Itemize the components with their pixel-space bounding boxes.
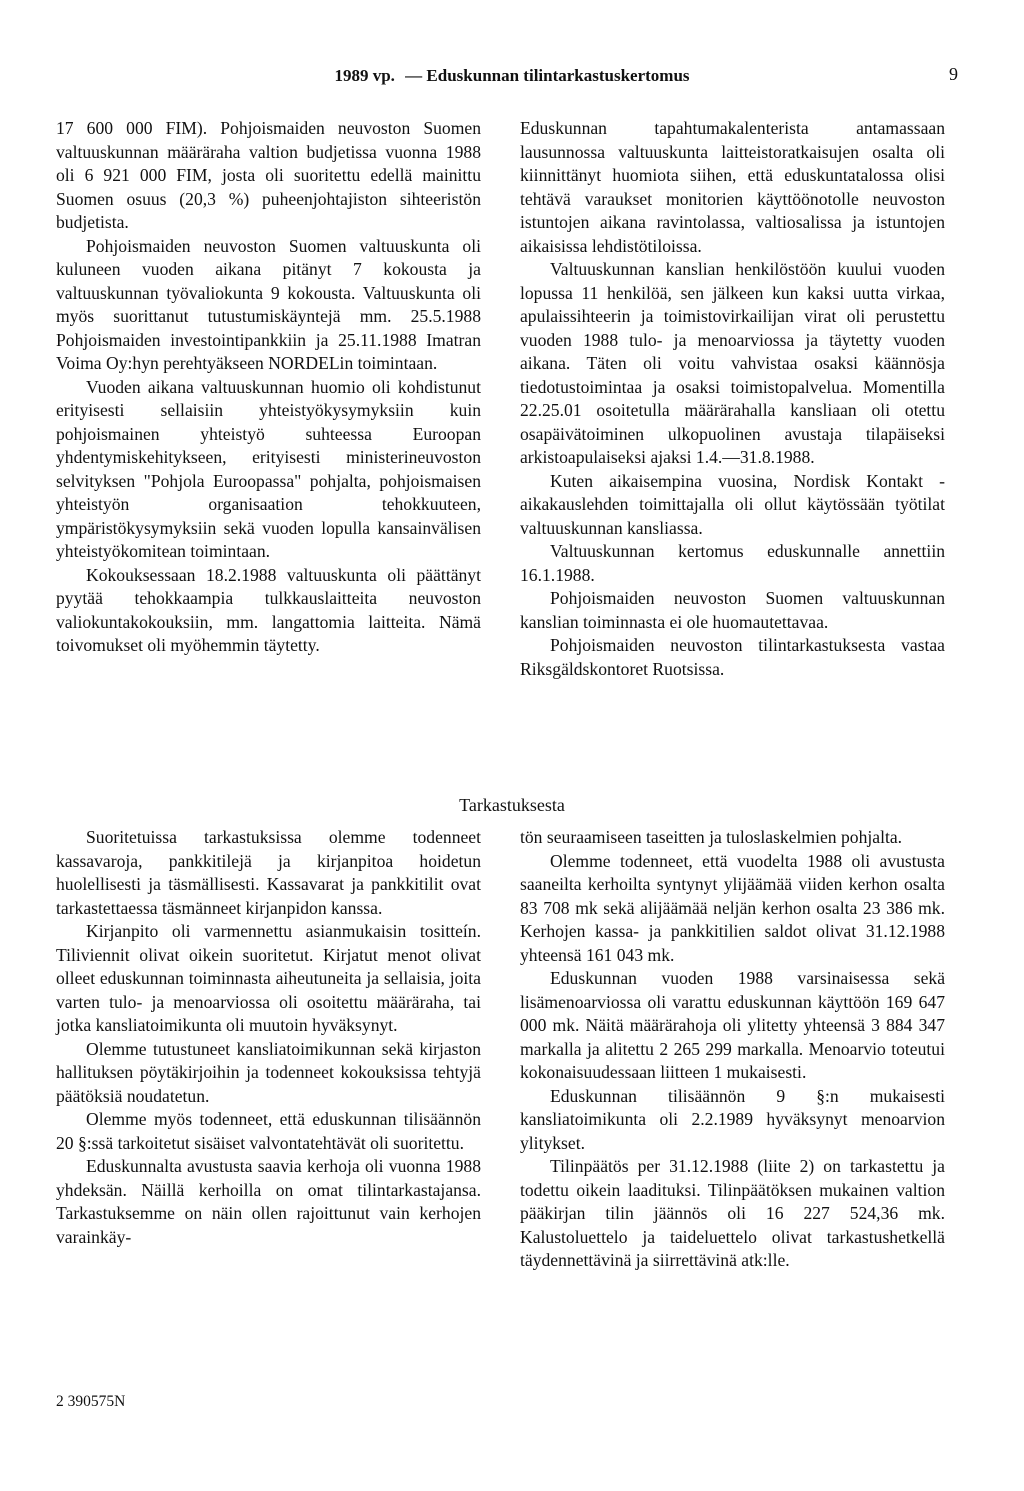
paragraph: Vuoden aikana valtuuskunnan huomio oli kohdistunut erityisesti sellaisiin yhteistyökysymyksiin kuin pohjoismainen yhteistyö suhteessa Euroopan yhdentymiskehitykseen, erityisesti ministerineuvoston selvityksen "Pohjola Euroopassa" pohjalta, pohjoismaisen yhteistyön organisaation tehokkuuteen, ympäristökysymyksiin sekä vuoden lopulla kansainvälisen yhteistyökomitean toimintaan. (56, 376, 481, 561)
paragraph: Olemme tutustuneet kansliatoimikunnan sekä kirjaston hallituksen pöytäkirjoihin ja todenneet kokouksissa tehtyjä päätöksiä noudatetun. (56, 1038, 481, 1106)
paragraph: tön seuraamiseen taseitten ja tuloslaskelmien pohjalta. (520, 827, 903, 847)
paragraph: Kuten aikaisempina vuosina, Nordisk Kontakt -aikakauslehden toimittajalla oli ollut käytössään työtilat valtuuskunnan kansliassa. (520, 470, 945, 538)
column-bottom-right (520, 826, 945, 1273)
column-bottom-left (56, 826, 481, 1249)
page-number: 9 (949, 64, 958, 84)
running-header (0, 66, 1024, 86)
paragraph: Valtuuskunnan kertomus eduskunnalle annettiin 16.1.1988. (520, 541, 945, 585)
paragraph: Pohjoismaiden neuvoston tilintarkastuksesta vastaa Riksgäldskontoret Ruotsissa. (520, 635, 945, 679)
paragraph: Eduskunnan vuoden 1988 varsinaisessa sekä lisämenoarviossa oli varattu eduskunnan käyttöön 169 647 000 mk. Näitä määrärahoja oli ylitetty yhteensä 3 884 347 markalla ja alitettu 2 265 299 markalla. Menoarvio toteutui kokonaisuudessaan liitteen 1 mukaisesti. (520, 968, 945, 1082)
section-heading: Tarkastuksesta (459, 795, 565, 815)
header-title: — Eduskunnan tilintarkastuskertomus (405, 66, 690, 85)
paragraph: Eduskunnan tapahtumakalenterista antamassaan lausunnossa valtuuskunta laitteistoratkaisujen osalta oli kiinnittänyt huomiota siihen, että eduskuntatalossa olisi tehtävä varaukset monitorien käyttöönotolle neuvoston istuntojen aikana ravintolassa, valtiosalissa ja istuntojen aikaisissa lehdistötiloissa. (520, 118, 945, 256)
column-top-left (56, 117, 481, 658)
paragraph: 17 600 000 FIM). Pohjoismaiden neuvoston Suomen valtuuskunnan määräraha valtion budjetissa vuonna 1988 oli 6 921 000 FIM, josta oli suoritettu edellä mainittu Suomen osuus (20,3 %) puheenjohtajiston sihteeristön budjetista. (56, 118, 481, 232)
print-code: 2 390575N (56, 1393, 126, 1410)
paragraph: Suoritetuissa tarkastuksissa olemme todenneet kassavaroja, pankkitilejä ja kirjanpitoa hoidetun huolellisesti ja täsmällisesti. Kassavarat ja pankkitilit ovat tarkastettaessa täsmänneet kirjanpidon kanssa. (56, 827, 481, 918)
header-year: 1989 vp. (334, 66, 395, 85)
paragraph: Kirjanpito oli varmennettu asianmukaisin tositteín. Tiliviennit olivat oikein suoritetut. Kirjatut menot olivat olleet eduskunnan toiminnasta aiheutuneita ja sellaisia, joita varten tulo- ja menoarviossa oli osoitettu määräraha, tai jotka kansliatoimikunta oli muutoin hyväksynyt. (56, 921, 481, 1035)
paragraph: Tilinpäätös per 31.12.1988 (liite 2) on tarkastettu ja todettu oikein laadituksi. Tilinpäätöksen mukainen valtion pääkirjan tilin jäännös oli 16 227 524,36 mk. Kalustoluettelo ja taideluettelo olivat tarkastushetkellä täydennettävinä ja siirrettävinä atk:lle. (520, 1156, 945, 1270)
paragraph: Eduskunnan tilisäännön 9 §:n mukaisesti kansliatoimikunta oli 2.2.1989 hyväksynyt menoarvion ylitykset. (520, 1085, 945, 1153)
paragraph: Pohjoismaiden neuvoston Suomen valtuuskunnan kanslian toiminnasta ei ole huomautettavaa. (520, 588, 945, 632)
paragraph: Eduskunnalta avustusta saavia kerhoja oli vuonna 1988 yhdeksän. Näillä kerhoilla on omat tilintarkastajansa. Tarkastuksemme on näin ollen rajoittunut vain kerhojen varainkäy- (56, 1156, 481, 1247)
paragraph: Valtuuskunnan kanslian henkilöstöön kuului vuoden lopussa 11 henkilöä, sen jälkeen kun kaksi uutta virkaa, apulaissihteerin ja toimistovirkailijan virat oli perustettu vuoden 1988 tulo- ja menoarviossa ja täytetty vuoden aikana. Täten oli voitu vahvistaa osaksi käännösja tiedotustoimintaa ja osaksi toimistopalvelua. Momentilla 22.25.01 osoitetulla määrärahalla kansliaan oli otettu osapäivätoiminen ulkopuolinen avustaja tilapäiseksi arkistoapulaiseksi ajaksi 1.4.—31.8.1988. (520, 259, 945, 467)
paragraph: Pohjoismaiden neuvoston Suomen valtuuskunta oli kuluneen vuoden aikana pitänyt 7 kokousta ja valtuuskunnan työvaliokunta 9 kokousta. Valtuuskunta oli myös suorittanut tutustumiskäyntejä mm. 25.5.1988 Pohjoismaiden investointipankkiin ja 25.11.1988 Imatran Voima Oy:hyn perehtyäkseen NORDELin toimintaan. (56, 235, 481, 373)
column-top-right (520, 117, 945, 681)
paragraph: Olemme myös todenneet, että eduskunnan tilisäännön 20 §:ssä tarkoitetut sisäiset valvontatehtävät oli suoritettu. (56, 1109, 481, 1153)
paragraph: Olemme todenneet, että vuodelta 1988 oli avustusta saaneilta kerhoilta syntynyt ylijäämää viiden kerhon osalta 83 708 mk sekä alijäämää neljän kerhon osalta 23 386 mk. Kerhojen kassa- ja pankkitilien saldot olivat 31.12.1988 yhteensä 161 043 mk. (520, 850, 945, 965)
paragraph: Kokouksessaan 18.2.1988 valtuuskunta oli päättänyt pyytää tehokkaampia tulkkauslaitteita neuvoston valiokuntakokouksiin, mm. langattomia laitteita. Nämä toivomukset oli myöhemmin täytetty. (56, 564, 481, 655)
